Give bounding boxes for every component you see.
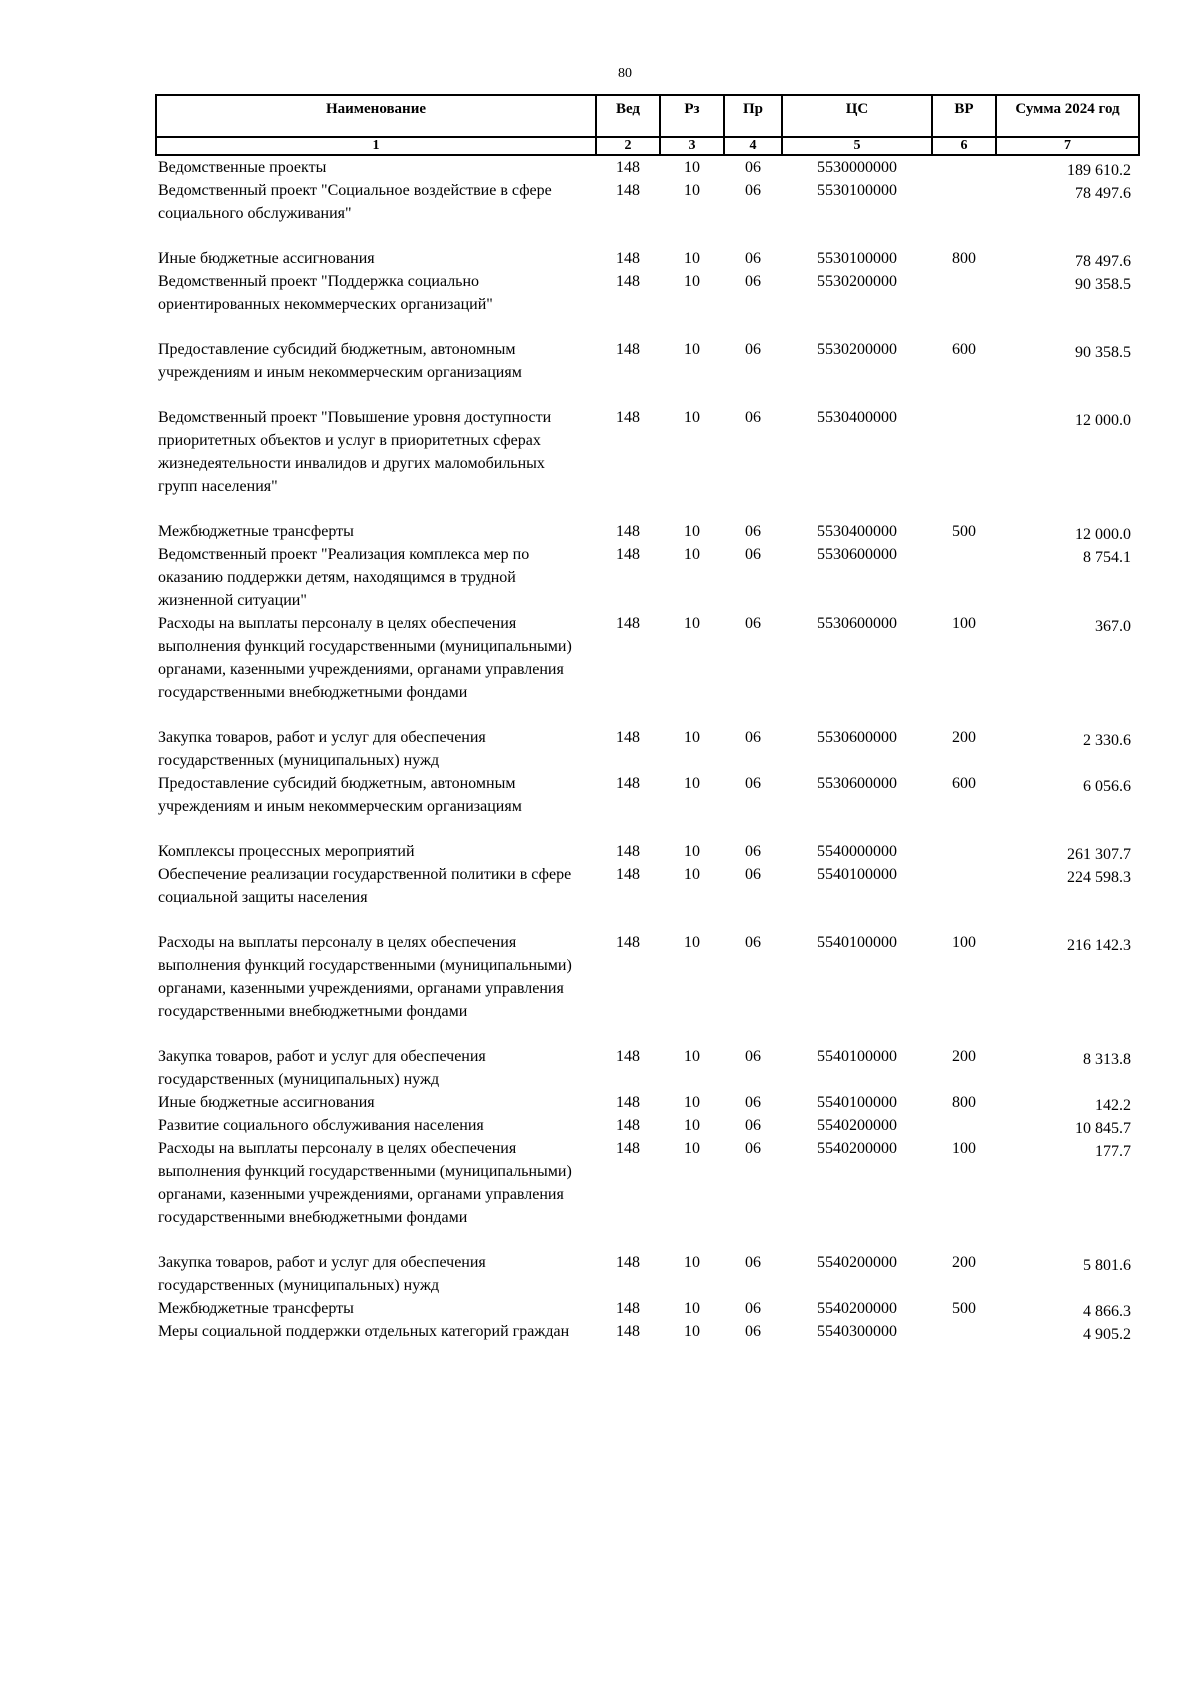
- sum-value: 78 497.6: [1075, 253, 1131, 270]
- cell-pr: 06: [745, 409, 761, 426]
- cell-ved: 148: [616, 341, 640, 358]
- sum-value: 5 801.6: [1083, 1257, 1131, 1274]
- sum-value: 8 754.1: [1083, 549, 1131, 566]
- cell-cs: 5540100000: [817, 1094, 897, 1111]
- cell-name: Иные бюджетные ассигнования: [158, 1094, 375, 1111]
- sum-value: 10 845.7: [1075, 1120, 1131, 1137]
- cell-name: Ведомственный проект "Повышение уровня доступности приоритетных объектов и услуг в приоритетных сферах жизнедеятельности инвалидов и других маломобильных групп населения": [158, 409, 552, 495]
- cell-rz: 10: [684, 1094, 700, 1111]
- sum-value: 90 358.5: [1075, 276, 1131, 293]
- cell-vr: 100: [952, 1140, 976, 1157]
- cell-cs: 5530100000: [817, 182, 897, 199]
- cell-cs: 5540200000: [817, 1300, 897, 1317]
- table-row: [156, 863, 1139, 931]
- cell-vr: 200: [952, 729, 976, 746]
- header-pr: Пр: [724, 95, 782, 137]
- table-row: [156, 1137, 1139, 1251]
- cell-vr: [932, 543, 996, 612]
- cell-name: Развитие социального обслуживания населения: [158, 1117, 484, 1134]
- header-vr: ВР: [932, 95, 996, 137]
- sum-value: 90 358.5: [1075, 344, 1131, 361]
- cell-ved: 148: [616, 1048, 640, 1065]
- cell-vr: [932, 1114, 996, 1137]
- cell-pr: 06: [745, 250, 761, 267]
- cell-cs: 5530400000: [817, 523, 897, 540]
- column-number: 2: [596, 137, 660, 155]
- cell-sum: [996, 1114, 1139, 1137]
- cell-pr: 06: [745, 341, 761, 358]
- cell-sum: [996, 863, 1139, 931]
- cell-sum: [996, 840, 1139, 863]
- table-row: [156, 772, 1139, 840]
- header-name: Наименование: [156, 95, 596, 137]
- cell-ved: 148: [616, 250, 640, 267]
- cell-sum: [996, 520, 1139, 543]
- cell-vr: 200: [952, 1048, 976, 1065]
- cell-ved: 148: [616, 615, 640, 632]
- cell-rz: 10: [684, 523, 700, 540]
- cell-ved: 148: [616, 934, 640, 951]
- header-ved: Вед: [596, 95, 660, 137]
- column-number: 1: [156, 137, 596, 155]
- table-row: [156, 931, 1139, 1045]
- cell-sum: [996, 338, 1139, 406]
- cell-sum: [996, 406, 1139, 520]
- cell-pr: 06: [745, 182, 761, 199]
- cell-rz: 10: [684, 1048, 700, 1065]
- cell-vr: 500: [952, 523, 976, 540]
- sum-value: 216 142.3: [1067, 937, 1131, 954]
- cell-sum: [996, 931, 1139, 1045]
- header-row: [156, 95, 1139, 137]
- cell-cs: 5530600000: [817, 615, 897, 632]
- table-row: [156, 1320, 1139, 1343]
- sum-value: 177.7: [1095, 1143, 1131, 1160]
- cell-pr: 06: [745, 273, 761, 290]
- cell-cs: 5540200000: [817, 1117, 897, 1134]
- cell-name: Ведомственный проект "Реализация комплекса мер по оказанию поддержки детям, находящимся в трудной жизненной ситуации": [158, 546, 530, 609]
- cell-rz: 10: [684, 409, 700, 426]
- cell-vr: [932, 1320, 996, 1343]
- cell-rz: 10: [684, 1140, 700, 1157]
- table-row: [156, 520, 1139, 543]
- cell-ved: 148: [616, 843, 640, 860]
- cell-pr: 06: [745, 1048, 761, 1065]
- cell-rz: 10: [684, 615, 700, 632]
- table-row: [156, 406, 1139, 520]
- cell-name: Иные бюджетные ассигнования: [158, 250, 375, 267]
- cell-sum: [996, 612, 1139, 726]
- sum-value: 78 497.6: [1075, 185, 1131, 202]
- cell-ved: 148: [616, 409, 640, 426]
- cell-vr: 600: [952, 775, 976, 792]
- sum-value: 12 000.0: [1075, 412, 1131, 429]
- cell-vr: [932, 179, 996, 247]
- cell-name: Ведомственный проект "Социальное воздействие в сфере социального обслуживания": [158, 182, 552, 222]
- cell-name: Закупка товаров, работ и услуг для обеспечения государственных (муниципальных) нужд: [158, 1254, 486, 1294]
- cell-rz: 10: [684, 182, 700, 199]
- cell-sum: [996, 726, 1139, 772]
- cell-pr: 06: [745, 159, 761, 176]
- cell-cs: 5540200000: [817, 1254, 897, 1271]
- table-row: [156, 270, 1139, 338]
- table-row: [156, 338, 1139, 406]
- cell-vr: [932, 406, 996, 520]
- table-row: [156, 155, 1139, 179]
- cell-pr: 06: [745, 523, 761, 540]
- cell-rz: 10: [684, 546, 700, 563]
- page-number: 80: [618, 66, 632, 81]
- column-number: 5: [782, 137, 932, 155]
- cell-ved: 148: [616, 729, 640, 746]
- cell-rz: 10: [684, 729, 700, 746]
- cell-vr: 200: [952, 1254, 976, 1271]
- cell-ved: 148: [616, 1300, 640, 1317]
- cell-vr: [932, 840, 996, 863]
- header-rz: Рз: [660, 95, 724, 137]
- cell-cs: 5540300000: [817, 1323, 897, 1340]
- column-number: 3: [660, 137, 724, 155]
- sum-value: 4 905.2: [1083, 1326, 1131, 1343]
- cell-name: Межбюджетные трансферты: [158, 523, 354, 540]
- cell-cs: 5540000000: [817, 843, 897, 860]
- cell-vr: [932, 270, 996, 338]
- table-row: [156, 1091, 1139, 1114]
- table-row: [156, 726, 1139, 772]
- cell-cs: 5530600000: [817, 775, 897, 792]
- cell-rz: 10: [684, 866, 700, 883]
- cell-ved: 148: [616, 1254, 640, 1271]
- cell-pr: 06: [745, 934, 761, 951]
- cell-pr: 06: [745, 1323, 761, 1340]
- cell-rz: 10: [684, 1117, 700, 1134]
- cell-pr: 06: [745, 1094, 761, 1111]
- cell-vr: 100: [952, 934, 976, 951]
- cell-name: Расходы на выплаты персоналу в целях обеспечения выполнения функций государственными (муниципальными) органами, казенными учреждениями, органами управления государственными внебюджетными фондами: [158, 1140, 572, 1226]
- cell-ved: 148: [616, 523, 640, 540]
- cell-vr: 100: [952, 615, 976, 632]
- table-row: [156, 612, 1139, 726]
- cell-sum: [996, 179, 1139, 247]
- cell-name: Предоставление субсидий бюджетным, автономным учреждениям и иным некоммерческим организациям: [158, 775, 522, 815]
- cell-cs: 5540100000: [817, 934, 897, 951]
- sum-value: 2 330.6: [1083, 732, 1131, 749]
- cell-pr: 06: [745, 546, 761, 563]
- cell-pr: 06: [745, 866, 761, 883]
- sum-value: 4 866.3: [1083, 1303, 1131, 1320]
- cell-rz: 10: [684, 934, 700, 951]
- sum-value: 8 313.8: [1083, 1051, 1131, 1068]
- sum-value: 261 307.7: [1067, 846, 1131, 863]
- cell-sum: [996, 155, 1139, 179]
- cell-cs: 5540200000: [817, 1140, 897, 1157]
- column-number: 6: [932, 137, 996, 155]
- cell-name: Комплексы процессных мероприятий: [158, 843, 415, 860]
- cell-rz: 10: [684, 1254, 700, 1271]
- cell-pr: 06: [745, 729, 761, 746]
- sum-value: 367.0: [1095, 618, 1131, 635]
- sum-value: 6 056.6: [1083, 778, 1131, 795]
- cell-name: Межбюджетные трансферты: [158, 1300, 354, 1317]
- table-row: [156, 1297, 1139, 1320]
- cell-sum: [996, 1320, 1139, 1343]
- cell-name: Закупка товаров, работ и услуг для обеспечения государственных (муниципальных) нужд: [158, 729, 486, 769]
- cell-name: Расходы на выплаты персоналу в целях обеспечения выполнения функций государственными (муниципальными) органами, казенными учреждениями, органами управления государственными внебюджетными фондами: [158, 615, 572, 701]
- cell-rz: 10: [684, 775, 700, 792]
- cell-ved: 148: [616, 1117, 640, 1134]
- cell-name: Закупка товаров, работ и услуг для обеспечения государственных (муниципальных) нужд: [158, 1048, 486, 1088]
- sum-value: 189 610.2: [1067, 162, 1131, 179]
- sum-value: 12 000.0: [1075, 526, 1131, 543]
- cell-rz: 10: [684, 1300, 700, 1317]
- cell-cs: 5530200000: [817, 341, 897, 358]
- cell-pr: 06: [745, 1117, 761, 1134]
- cell-rz: 10: [684, 843, 700, 860]
- column-number: 4: [724, 137, 782, 155]
- cell-pr: 06: [745, 775, 761, 792]
- cell-rz: 10: [684, 250, 700, 267]
- cell-cs: 5530000000: [817, 159, 897, 176]
- budget-table: [155, 94, 1140, 1343]
- table-row: [156, 840, 1139, 863]
- cell-sum: [996, 1045, 1139, 1091]
- cell-cs: 5530200000: [817, 273, 897, 290]
- cell-vr: 800: [952, 250, 976, 267]
- table-row: [156, 543, 1139, 612]
- cell-ved: 148: [616, 546, 640, 563]
- cell-sum: [996, 1137, 1139, 1251]
- table-row: [156, 1045, 1139, 1091]
- cell-pr: 06: [745, 1300, 761, 1317]
- cell-cs: 5530600000: [817, 729, 897, 746]
- cell-pr: 06: [745, 615, 761, 632]
- cell-vr: 800: [952, 1094, 976, 1111]
- cell-rz: 10: [684, 341, 700, 358]
- column-number-row: [156, 137, 1139, 155]
- cell-sum: [996, 1091, 1139, 1114]
- cell-pr: 06: [745, 843, 761, 860]
- cell-vr: [932, 155, 996, 179]
- cell-vr: 500: [952, 1300, 976, 1317]
- cell-sum: [996, 772, 1139, 840]
- cell-cs: 5530400000: [817, 409, 897, 426]
- header-sum: Сумма 2024 год: [996, 95, 1139, 137]
- cell-vr: [932, 863, 996, 931]
- cell-sum: [996, 247, 1139, 270]
- sum-value: 224 598.3: [1067, 869, 1131, 886]
- cell-name: Ведомственный проект "Поддержка социально ориентированных некоммерческих организаций": [158, 273, 493, 313]
- cell-cs: 5530600000: [817, 546, 897, 563]
- cell-sum: [996, 543, 1139, 612]
- cell-name: Расходы на выплаты персоналу в целях обеспечения выполнения функций государственными (муниципальными) органами, казенными учреждениями, органами управления государственными внебюджетными фондами: [158, 934, 572, 1020]
- table-body: [156, 155, 1139, 1343]
- header-cs: ЦС: [782, 95, 932, 137]
- cell-ved: 148: [616, 182, 640, 199]
- cell-ved: 148: [616, 159, 640, 176]
- table-row: [156, 1251, 1139, 1297]
- cell-sum: [996, 270, 1139, 338]
- cell-cs: 5540100000: [817, 1048, 897, 1065]
- cell-name: Меры социальной поддержки отдельных категорий граждан: [158, 1323, 570, 1340]
- cell-ved: 148: [616, 1094, 640, 1111]
- cell-name: Ведомственные проекты: [158, 159, 327, 176]
- cell-name: Предоставление субсидий бюджетным, автономным учреждениям и иным некоммерческим организациям: [158, 341, 522, 381]
- cell-ved: 148: [616, 1323, 640, 1340]
- cell-sum: [996, 1297, 1139, 1320]
- column-number: 7: [996, 137, 1139, 155]
- cell-pr: 06: [745, 1254, 761, 1271]
- cell-cs: 5540100000: [817, 866, 897, 883]
- cell-ved: 148: [616, 1140, 640, 1157]
- cell-rz: 10: [684, 159, 700, 176]
- table-row: [156, 179, 1139, 247]
- cell-name: Обеспечение реализации государственной политики в сфере социальной защиты населения: [158, 866, 572, 906]
- cell-ved: 148: [616, 866, 640, 883]
- cell-pr: 06: [745, 1140, 761, 1157]
- cell-vr: 600: [952, 341, 976, 358]
- cell-ved: 148: [616, 775, 640, 792]
- cell-cs: 5530100000: [817, 250, 897, 267]
- cell-sum: [996, 1251, 1139, 1297]
- cell-rz: 10: [684, 1323, 700, 1340]
- sum-value: 142.2: [1095, 1097, 1131, 1114]
- table-row: [156, 247, 1139, 270]
- cell-ved: 148: [616, 273, 640, 290]
- table-row: [156, 1114, 1139, 1137]
- cell-rz: 10: [684, 273, 700, 290]
